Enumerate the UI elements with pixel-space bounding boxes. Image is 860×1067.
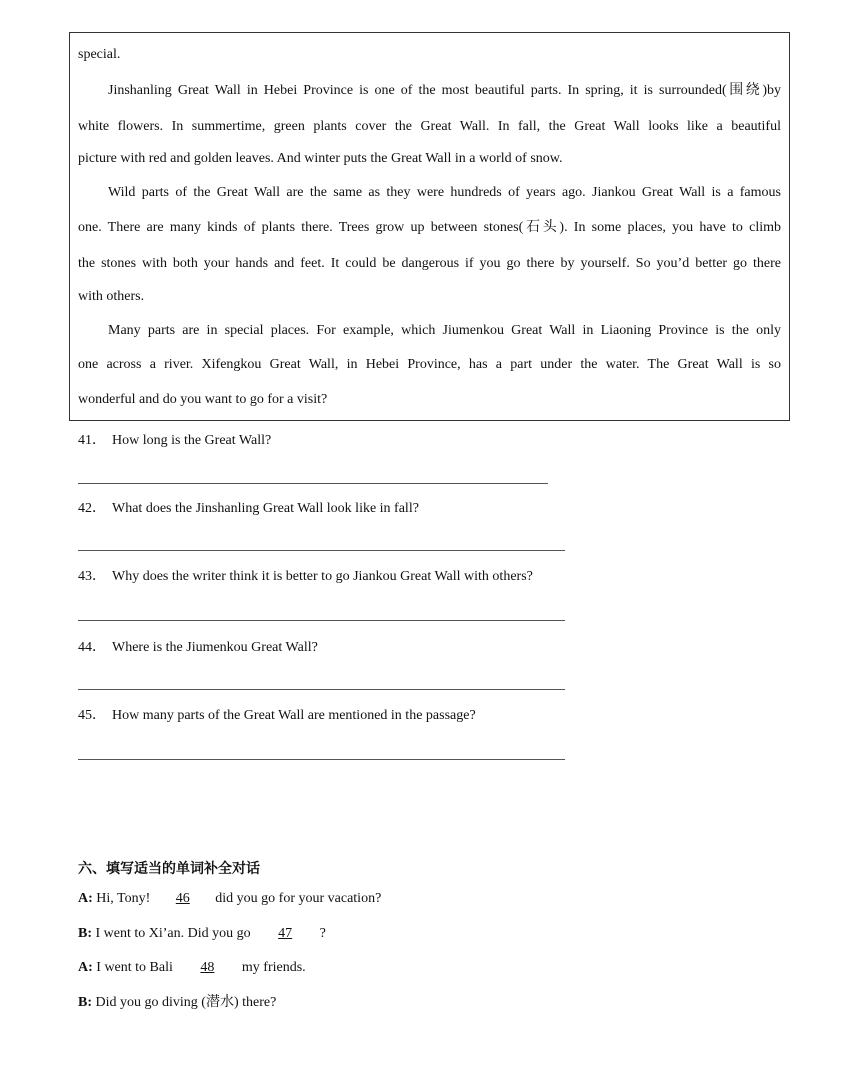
question-41 — [78, 432, 271, 450]
speaker-label: B: — [78, 995, 92, 1010]
passage-line: wonderful and do you want to go for a visit? — [78, 392, 328, 407]
blank-48[interactable]: 48 — [200, 960, 215, 975]
dialogue-line — [78, 925, 326, 943]
answer-line-45[interactable] — [78, 759, 565, 760]
question-number: 42． — [78, 501, 106, 516]
passage-line: white flowers. In summertime, green plants cover the Great Wall. In fall, the Great Wall looks like a beautiful — [78, 119, 781, 134]
speaker-label: A: — [78, 891, 93, 906]
speaker-label: A: — [78, 960, 93, 975]
passage-line: with others. — [78, 289, 145, 304]
passage-line: one across a river. Xifengkou Great Wall, in Hebei Province, has a part under the water. The Great Wall is so — [78, 357, 781, 372]
dialogue-line — [78, 959, 306, 977]
section-title: 六、填写适当的单词补全对话 — [78, 861, 260, 877]
question-text: Where is the Jiumenkou Great Wall? — [112, 640, 318, 655]
question-number: 41． — [78, 433, 106, 448]
speaker-label: B: — [78, 926, 92, 941]
dialogue-text: Did you go diving (潜水) there? — [95, 995, 277, 1010]
dialogue-text: did you go for your vacation? — [211, 891, 382, 906]
dialogue-text: my friends. — [238, 960, 306, 975]
question-text: How long is the Great Wall? — [112, 433, 272, 448]
blank-47[interactable]: 47 — [278, 926, 293, 941]
passage-line: picture with red and golden leaves. And winter puts the Great Wall in a world of snow. — [78, 151, 563, 166]
question-43 — [78, 568, 533, 586]
passage-line: Jinshanling Great Wall in Hebei Province is one of the most beautiful parts. In spring, it is surrounded(围绕)by — [108, 83, 781, 98]
dialogue-line — [78, 994, 276, 1012]
question-text: Why does the writer think it is better to go Jiankou Great Wall with others? — [112, 569, 533, 584]
answer-line-41[interactable] — [78, 483, 548, 484]
dialogue-text: ? — [316, 926, 326, 941]
passage-line: Many parts are in special places. For example, which Jiumenkou Great Wall in Liaoning Province is the only — [108, 323, 781, 338]
answer-line-43[interactable] — [78, 620, 565, 621]
dialogue-text: I went to Xi’an. Did you go — [95, 926, 255, 941]
passage-line: one. There are many kinds of plants there. Trees grow up between stones(石头). In some places, you have to climb — [78, 220, 781, 235]
question-text: How many parts of the Great Wall are mentioned in the passage? — [112, 708, 476, 723]
blank-46[interactable]: 46 — [175, 891, 190, 906]
dialogue-text: Hi, Tony! — [96, 891, 154, 906]
dialogue-line — [78, 890, 381, 908]
question-number: 44． — [78, 640, 106, 655]
question-42 — [78, 500, 419, 518]
reading-passage-box — [69, 32, 790, 421]
question-number: 45． — [78, 708, 106, 723]
question-text: What does the Jinshanling Great Wall look like in fall? — [112, 501, 419, 516]
answer-line-44[interactable] — [78, 689, 565, 690]
question-44 — [78, 639, 318, 657]
question-45 — [78, 707, 476, 725]
passage-line: Wild parts of the Great Wall are the same as they were hundreds of years ago. Jiankou Great Wall is a famous — [108, 185, 781, 200]
passage-line: special. — [78, 47, 121, 62]
dialogue-text: I went to Bali — [96, 960, 177, 975]
passage-line: the stones with both your hands and feet. It could be dangerous if you go there by yourself. So you’d better go there — [78, 256, 781, 271]
question-number: 43． — [78, 569, 106, 584]
answer-line-42[interactable] — [78, 550, 565, 551]
